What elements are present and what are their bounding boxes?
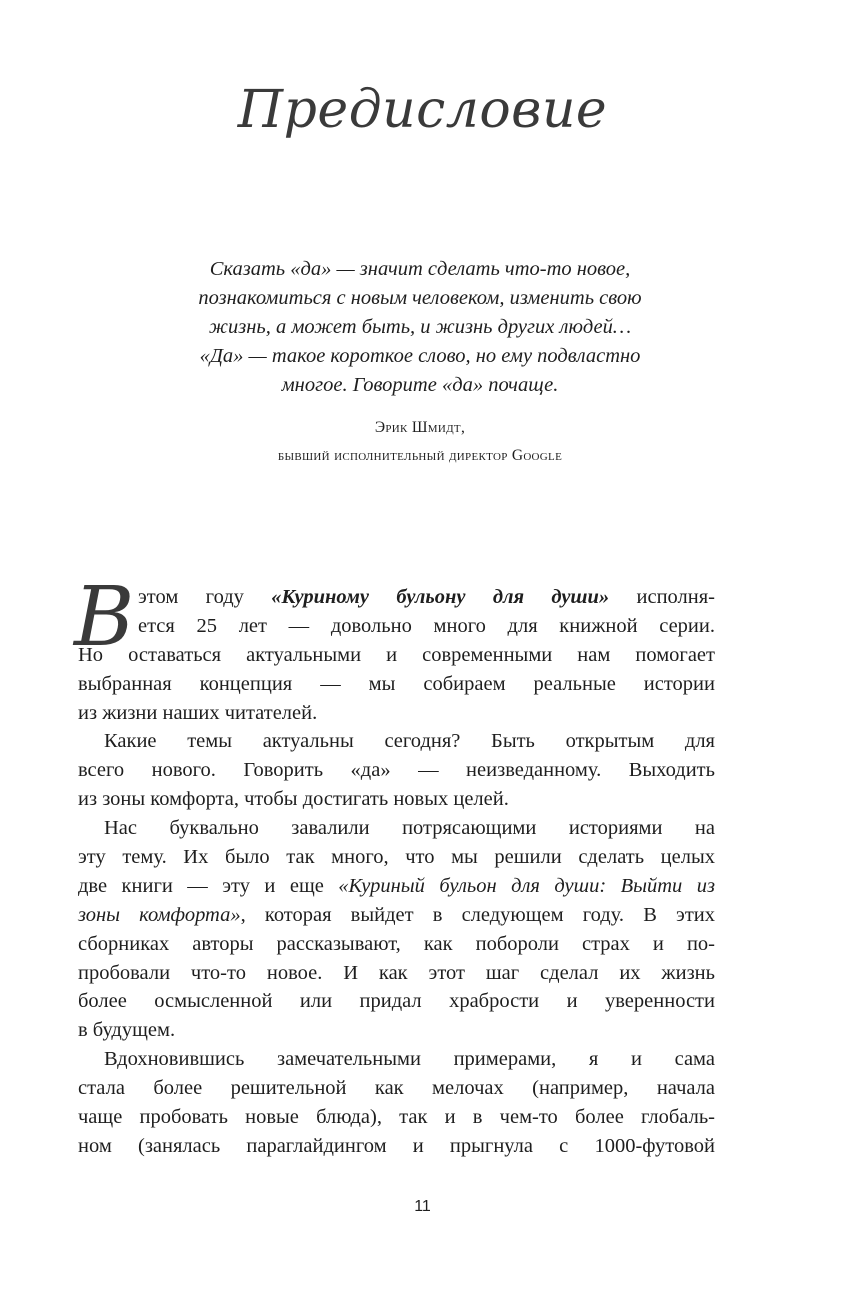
paragraph-line: ется 25 лет — довольно много для книжной серии. xyxy=(138,614,715,637)
paragraph-line: Вдохновившись замечательными примерами, я и сама xyxy=(104,1048,715,1071)
paragraph-line xyxy=(78,872,715,901)
book-title: зоны комфорта» xyxy=(78,903,241,926)
paragraph-line: всего нового. Говорить «да» — неизведанному. Выходить xyxy=(78,759,715,782)
text-run: , которая выйдет в следующем году. В этих xyxy=(240,903,715,926)
paragraph-line xyxy=(78,583,715,612)
epigraph-quote xyxy=(100,255,740,400)
epigraph-author-role: бывший исполнительный директор Google xyxy=(277,447,563,464)
text-run: этом году xyxy=(138,586,272,608)
paragraph-line: из жизни наших читателей. xyxy=(78,701,318,724)
paragraph-line: выбранная концепция — мы собираем реальные истории xyxy=(78,672,715,695)
paragraph-line: стала более решительной как мелочах (например, начала xyxy=(78,1077,715,1100)
epigraph-line: жизнь, а может быть, и жизнь других людей… xyxy=(208,316,632,338)
paragraph-line: в будущем. xyxy=(78,1019,176,1042)
paragraph-line: Но оставаться актуальными и современными нам помогает xyxy=(78,643,715,666)
paragraph-line: эту тему. Их было так много, что мы решили сделать целых xyxy=(78,846,715,869)
paragraph-line: сборниках авторы рассказывают, как побороли страх и по- xyxy=(78,932,715,955)
paragraph-line: Нас буквально завалили потрясающими историями на xyxy=(104,817,715,840)
paragraph-line: более осмысленной или придал храбрости и уверенности xyxy=(78,990,715,1013)
epigraph-attribution xyxy=(100,414,740,470)
drop-cap: В xyxy=(74,570,135,665)
page-number: 11 xyxy=(414,1198,431,1215)
text-run: две книги — эту и еще xyxy=(78,874,339,897)
paragraph-line: ном (занялась параглайдингом и прыгнула с 1000-футовой xyxy=(78,1134,715,1157)
paragraph-line: чаще пробовать новые блюда), так и в чем-то более глобаль- xyxy=(78,1106,715,1129)
body-text xyxy=(74,570,716,1161)
epigraph-author: Эрик Шмидт, xyxy=(374,419,466,436)
book-title: «Куриный бульон для души: Выйти из xyxy=(338,874,716,897)
epigraph-line: познакомиться с новым человеком, изменить свою xyxy=(198,287,642,309)
epigraph-line: Сказать «да» — значит сделать что-то новое, xyxy=(209,258,631,280)
text-run: исполня- xyxy=(609,586,715,608)
paragraph-line: Какие темы актуальны сегодня? Быть открытым для xyxy=(104,730,715,753)
epigraph-line: «Да» — такое короткое слово, но ему подвластно xyxy=(199,345,641,367)
chapter-title: Предисловие xyxy=(237,80,608,140)
epigraph-line: многое. Говорите «да» почаще. xyxy=(281,374,559,396)
series-title: «Куриному бульону для души» xyxy=(271,586,610,608)
paragraph-line: из зоны комфорта, чтобы достигать новых целей. xyxy=(78,788,509,811)
paragraph-line xyxy=(78,901,715,930)
paragraph-line: пробовали что-то новое. И как этот шаг сделал их жизнь xyxy=(78,961,715,984)
